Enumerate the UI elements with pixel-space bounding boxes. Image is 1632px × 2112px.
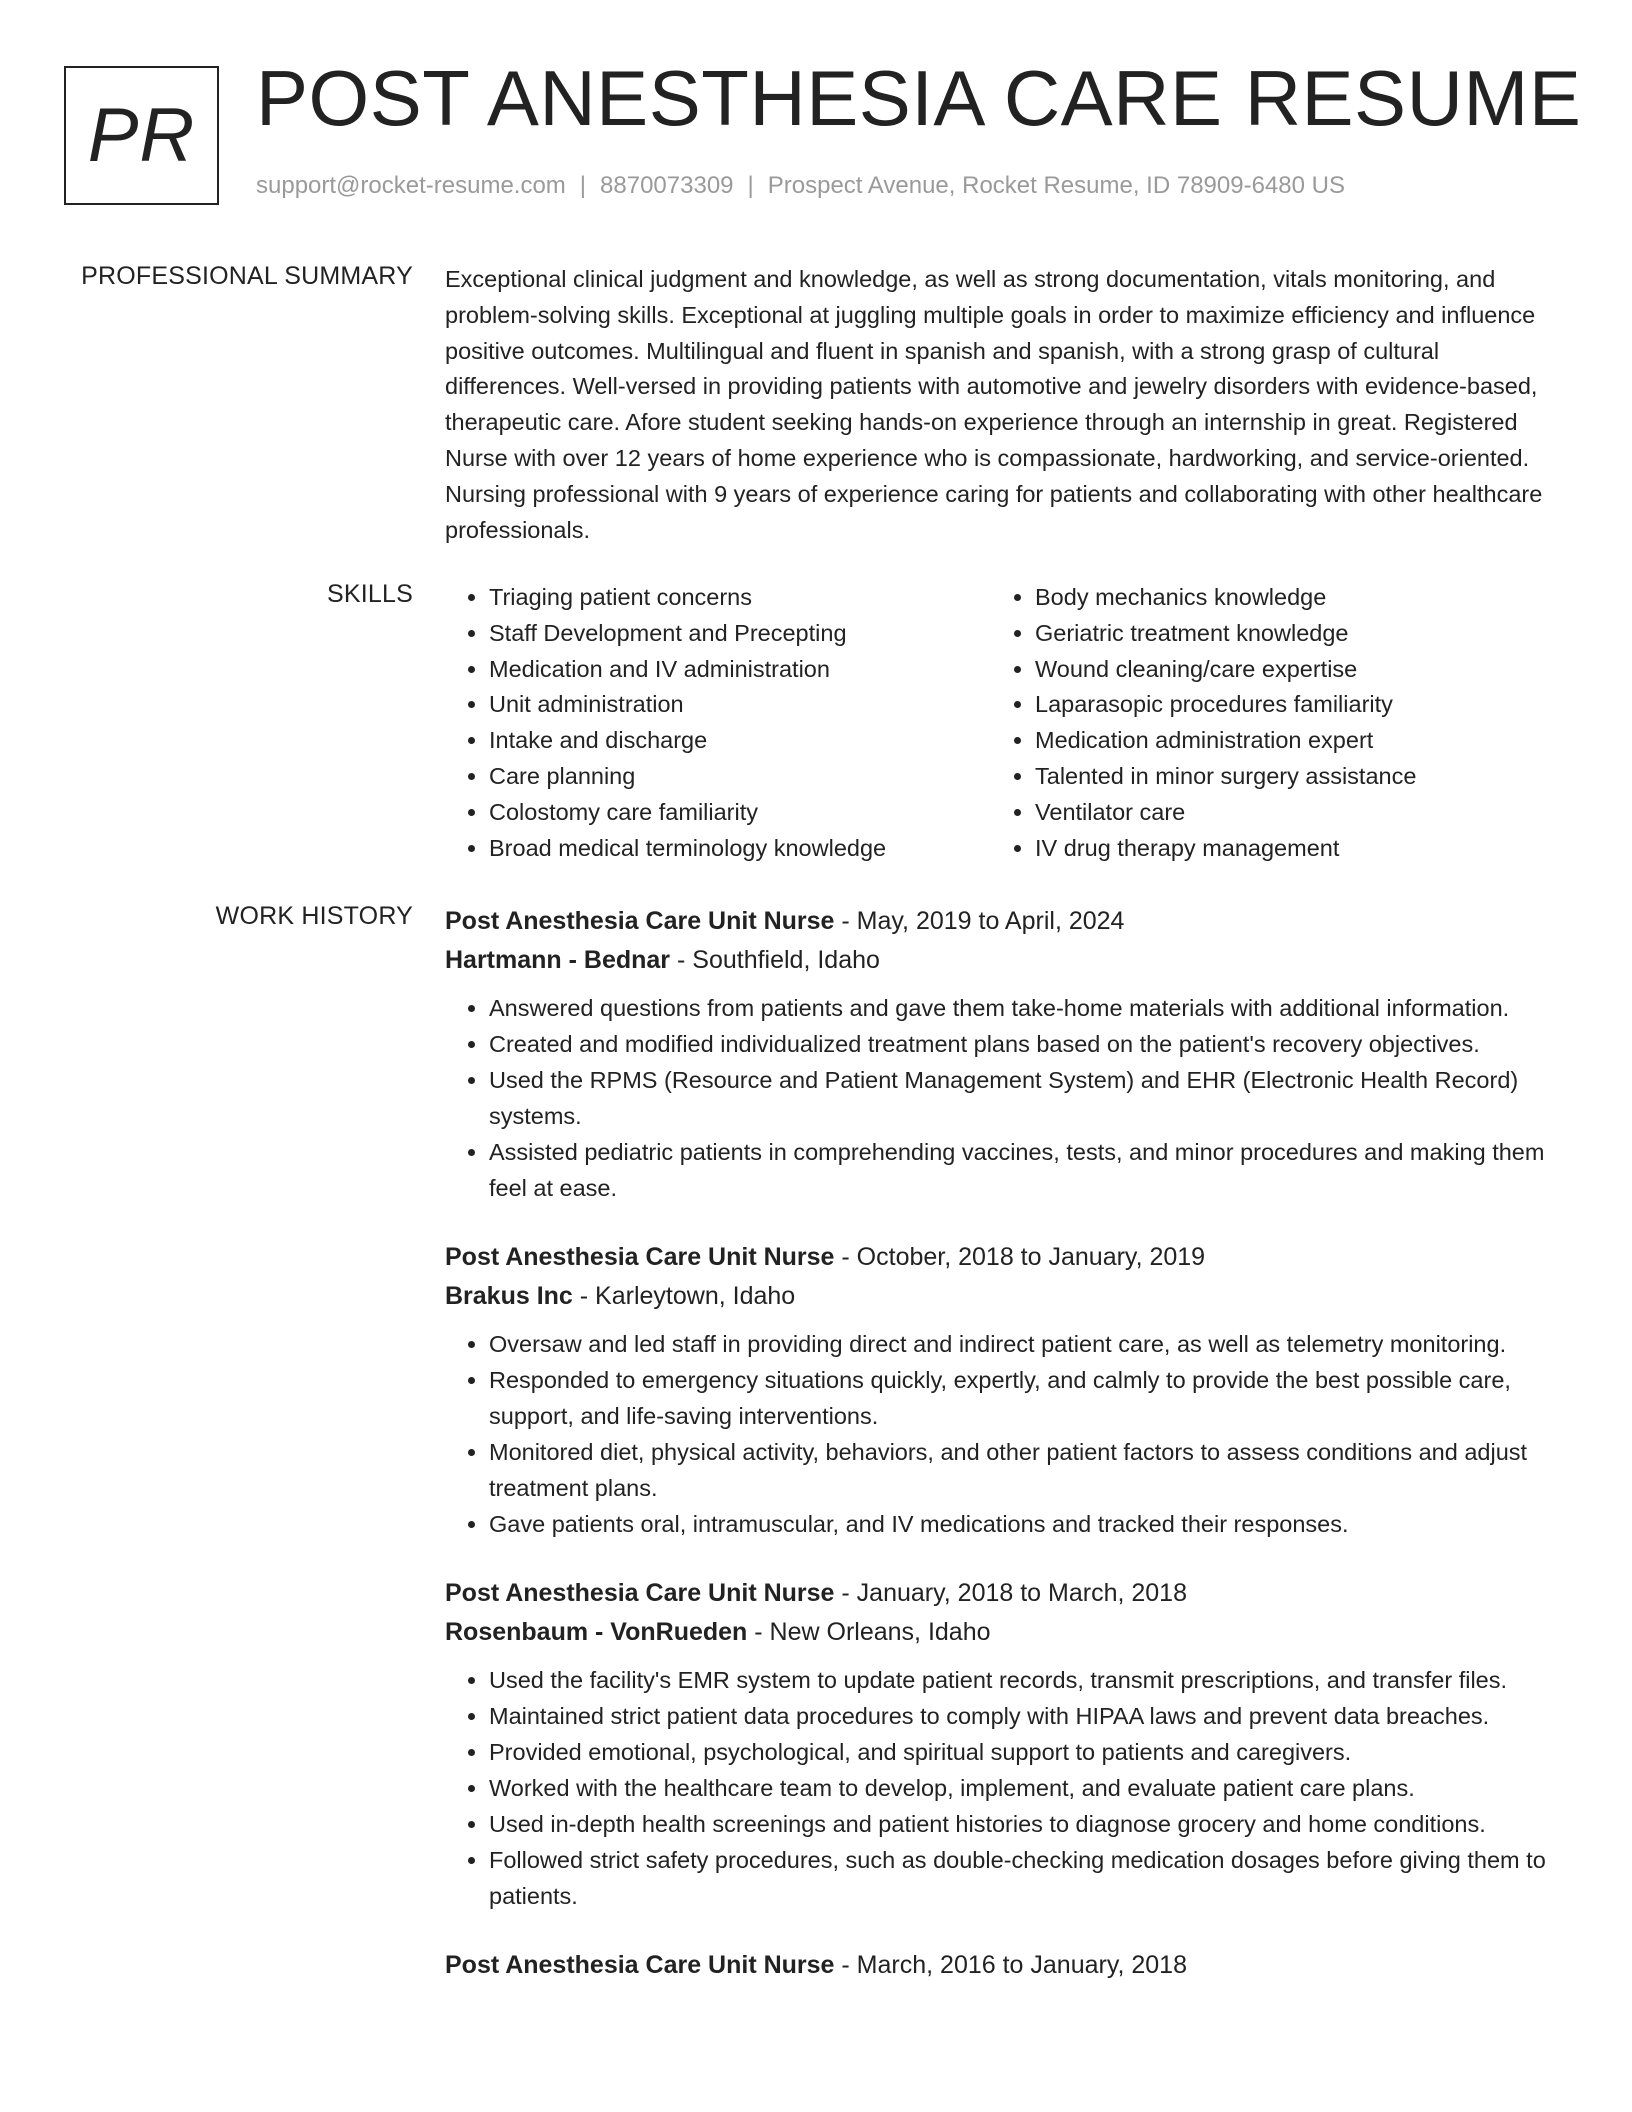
job-bullet: • Created and modified individualized treatment plans based on the patient's recovery objectives. <box>489 1026 1565 1062</box>
contact-address: Prospect Avenue, Rocket Resume, ID 78909-6480 US <box>767 172 1345 199</box>
skill-item: • Medication and IV administration <box>489 652 991 688</box>
job-dates: - October, 2018 to January, 2019 <box>834 1243 1206 1271</box>
job-bullet: • Worked with the healthcare team to develop, implement, and evaluate patient care plans. <box>489 1770 1565 1806</box>
contact-email[interactable]: support@rocket-resume.com <box>256 172 566 199</box>
job-bullets <box>445 1326 1565 1542</box>
job-entry <box>445 1574 1565 1914</box>
skill-item: • Geriatric treatment knowledge <box>1035 616 1537 652</box>
job-bullets <box>445 990 1565 1206</box>
skill-item: • Medication administration expert <box>1035 723 1537 759</box>
job-bullet: • Used in-depth health screenings and patient histories to diagnose grocery and home conditions. <box>489 1806 1565 1842</box>
work-history-heading: WORK HISTORY <box>215 902 413 930</box>
job-location: - Southfield, Idaho <box>670 946 880 974</box>
skill-item: • Broad medical terminology knowledge <box>489 831 991 867</box>
job-bullet: • Oversaw and led staff in providing direct and indirect patient care, as well as telemetry monitoring. <box>489 1326 1565 1362</box>
job-company: Hartmann - Bednar <box>445 946 671 974</box>
job-title-line <box>445 902 1565 941</box>
contact-separator: | <box>747 172 754 199</box>
skills-list-left <box>445 580 991 866</box>
job-location: - New Orleans, Idaho <box>747 1618 991 1646</box>
job-bullet: • Gave patients oral, intramuscular, and IV medications and tracked their responses. <box>489 1506 1565 1542</box>
job-entry <box>445 1946 1565 1985</box>
job-bullets <box>445 1662 1565 1914</box>
job-entry <box>445 902 1565 1206</box>
job-bullet: • Provided emotional, psychological, and spiritual support to patients and caregivers. <box>489 1734 1565 1770</box>
skill-item: • Care planning <box>489 759 991 795</box>
job-title: Post Anesthesia Care Unit Nurse <box>445 907 835 935</box>
skill-item: • IV drug therapy management <box>1035 831 1537 867</box>
contact-line <box>256 172 1345 200</box>
skills-list-right <box>991 580 1537 866</box>
job-location: - Karleytown, Idaho <box>572 1282 796 1310</box>
job-company: Brakus Inc <box>445 1282 573 1310</box>
contact-phone: 8870073309 <box>600 172 734 199</box>
skill-item: • Unit administration <box>489 687 991 723</box>
job-bullet: • Answered questions from patients and gave them take-home materials with additional information. <box>489 990 1565 1026</box>
initials-monogram: PR <box>64 66 219 205</box>
skill-item: • Colostomy care familiarity <box>489 795 991 831</box>
job-title-line <box>445 1946 1565 1985</box>
job-dates: - May, 2019 to April, 2024 <box>834 907 1125 935</box>
job-bullet: • Followed strict safety procedures, such as double-checking medication dosages before giving them to patients. <box>489 1842 1565 1914</box>
job-company-line <box>445 941 1565 980</box>
skill-item: • Staff Development and Precepting <box>489 616 991 652</box>
resume-title: POST ANESTHESIA CARE RESUME <box>256 54 1582 142</box>
skill-item: • Ventilator care <box>1035 795 1537 831</box>
job-bullet: • Used the facility's EMR system to update patient records, transmit prescriptions, and transfer files. <box>489 1662 1565 1698</box>
skill-item: • Intake and discharge <box>489 723 991 759</box>
job-title-line <box>445 1238 1565 1277</box>
job-company-line <box>445 1277 1565 1316</box>
job-dates: - March, 2016 to January, 2018 <box>834 1951 1187 1979</box>
skill-item: • Talented in minor surgery assistance <box>1035 759 1537 795</box>
contact-separator: | <box>579 172 587 199</box>
skill-item: • Wound cleaning/care expertise <box>1035 652 1537 688</box>
job-company: Rosenbaum - VonRueden <box>445 1618 748 1646</box>
job-title: Post Anesthesia Care Unit Nurse <box>445 1951 835 1979</box>
skill-item: • Laparasopic procedures familiarity <box>1035 687 1537 723</box>
job-bullet: • Used the RPMS (Resource and Patient Management System) and EHR (Electronic Health Record) systems. <box>489 1062 1565 1134</box>
job-bullet: • Maintained strict patient data procedures to comply with HIPAA laws and prevent data breaches. <box>489 1698 1565 1734</box>
job-title: Post Anesthesia Care Unit Nurse <box>445 1243 835 1271</box>
job-bullet: • Responded to emergency situations quickly, expertly, and calmly to provide the best possible care, support, and life-saving interventions. <box>489 1362 1565 1434</box>
job-bullet: • Monitored diet, physical activity, behaviors, and other patient factors to assess conditions and adjust treatment plans. <box>489 1434 1565 1506</box>
skills-heading: SKILLS <box>327 580 413 608</box>
summary-heading: PROFESSIONAL SUMMARY <box>81 262 413 290</box>
job-title-line <box>445 1574 1565 1613</box>
job-company-line <box>445 1613 1565 1652</box>
skill-item: • Body mechanics knowledge <box>1035 580 1537 616</box>
job-bullet: • Assisted pediatric patients in comprehending vaccines, tests, and minor procedures and making them feel at ease. <box>489 1134 1565 1206</box>
job-title: Post Anesthesia Care Unit Nurse <box>445 1579 835 1607</box>
skill-item: • Triaging patient concerns <box>489 580 991 616</box>
summary-text: Exceptional clinical judgment and knowledge, as well as strong documentation, vitals monitoring, and problem-solving skills. Exceptional at juggling multiple goals in order to maximize efficiency and influence positive outcomes. Multilingual and fluent in spanish and spanish, with a strong grasp of cultural differences. Well-versed in providing patients with automotive and jewelry disorders with evidence-based, therapeutic care. Afore student seeking hands-on experience through an internship in great. Registered Nurse with over 12 years of home experience who is compassionate, hardworking, and service-oriented. Nursing professional with 9 years of experience caring for patients and collaborating with other healthcare professionals. <box>445 266 1543 543</box>
job-dates: - January, 2018 to March, 2018 <box>834 1579 1187 1607</box>
job-entry <box>445 1238 1565 1542</box>
